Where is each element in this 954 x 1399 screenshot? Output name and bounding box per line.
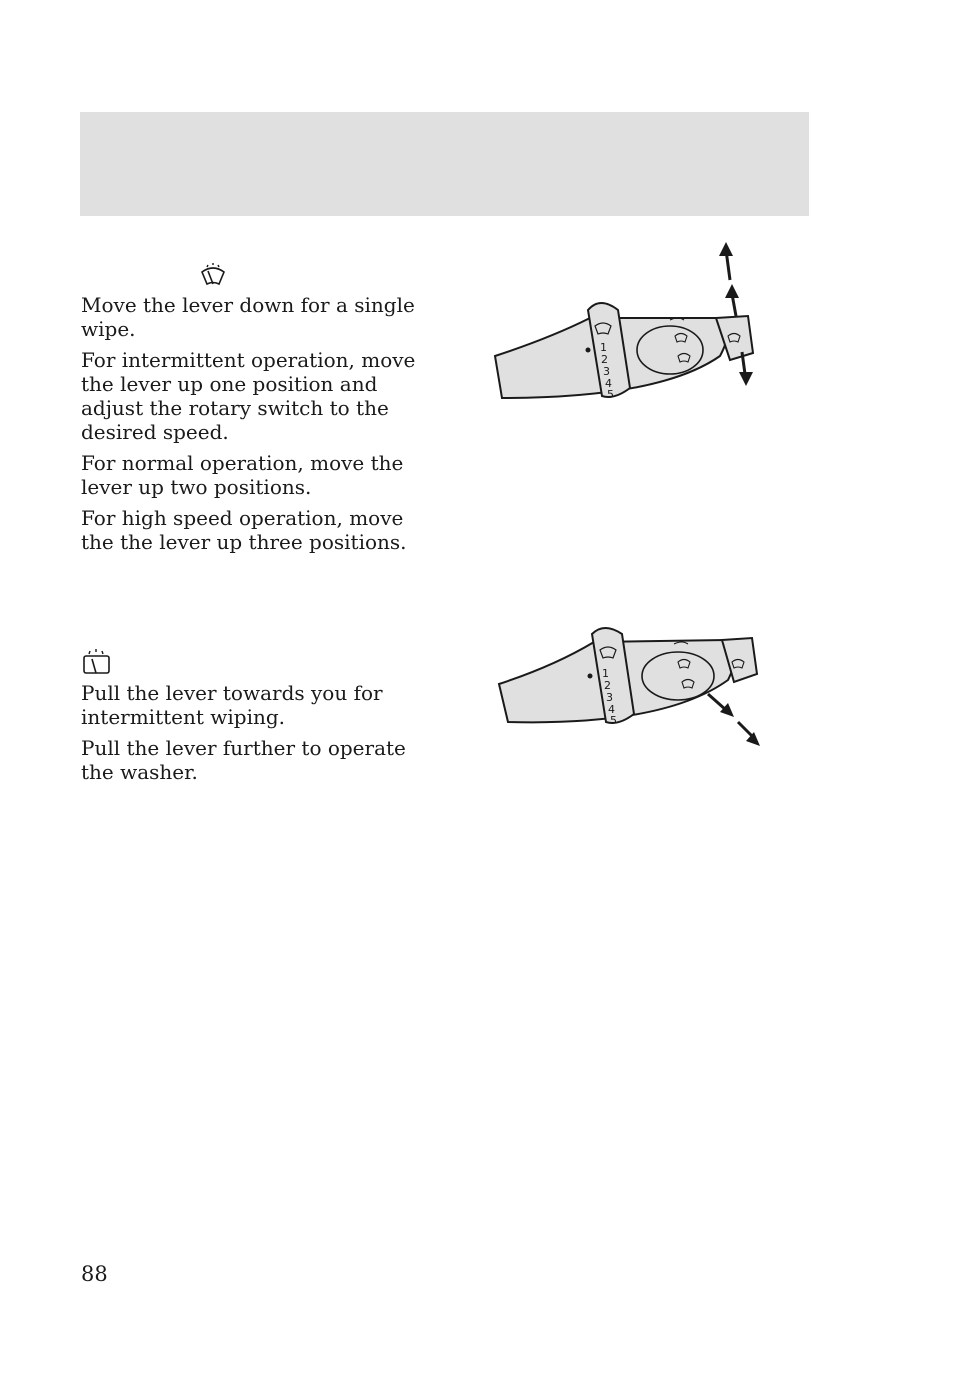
position-label: 2 bbox=[604, 679, 611, 692]
wiper-lever-figure-pull bbox=[494, 622, 774, 762]
paragraph: Pull the lever towards you for intermittent wiping. bbox=[81, 681, 383, 729]
position-label: 1 bbox=[602, 667, 609, 680]
front-wiper-text bbox=[81, 293, 441, 561]
position-label: 2 bbox=[601, 353, 608, 366]
position-label: 1 bbox=[600, 341, 607, 354]
position-label: 3 bbox=[603, 365, 610, 378]
position-label: 4 bbox=[605, 377, 612, 390]
paragraph: Pull the lever further to operate the washer. bbox=[81, 736, 406, 784]
position-label: 3 bbox=[606, 691, 613, 704]
paragraph: For intermittent operation, move the lever up one position and adjust the rotary switch to the desired speed. bbox=[81, 348, 416, 444]
header-band bbox=[80, 112, 809, 216]
paragraph: Move the lever down for a single wipe. bbox=[81, 293, 415, 341]
position-label: 5 bbox=[610, 714, 617, 727]
rear-wiper-text bbox=[81, 681, 441, 791]
front-wiper-icon bbox=[198, 262, 228, 288]
wiper-lever-figure-up-down bbox=[490, 238, 770, 408]
position-label: 5 bbox=[607, 388, 614, 401]
paragraph: For high speed operation, move the the lever up three positions. bbox=[81, 506, 407, 554]
position-label: 4 bbox=[608, 703, 615, 716]
paragraph: For normal operation, move the lever up two positions. bbox=[81, 451, 404, 499]
rear-wiper-icon bbox=[82, 648, 112, 676]
page-number: 88 bbox=[81, 1262, 108, 1286]
